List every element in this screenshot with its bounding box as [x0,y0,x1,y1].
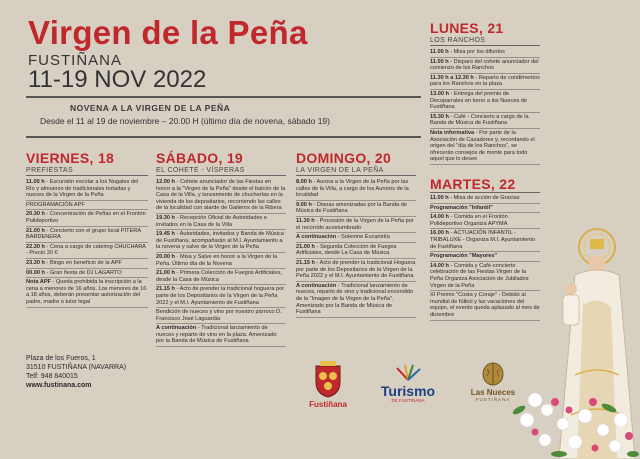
day-sub-viernes: PREFIESTAS [26,166,148,176]
event-item: 21.00 h - Segunda Colección de Fuegos Artificiales, desde La Casa de Música [296,244,416,259]
event-item: 21.00 h - Concierto con el grupo local PITERA BARDENERA [26,228,148,243]
header-rule-bottom [26,136,421,138]
column-martes [430,176,540,322]
day-heading-viernes: VIERNES, 18 [26,150,115,166]
day-sub-lunes: LOS RANCHOS [430,36,540,46]
event-item: Programación "Mayores" [430,253,540,262]
day-heading-martes: MARTES, 22 [430,176,516,192]
column-sabado [156,150,286,348]
event-item: Nota informativa - Por parte de la Asociación de Cazadores y, recordando el origen del "día de los Ranchos", se ofrecerán consejos de monte para todo aquel que lo desee [430,130,540,165]
event-list-lunes [430,49,540,165]
turismo-logo-sub: DE FUSTIÑANA [391,398,425,403]
event-item: 19.30 h - Recepción Oficial de Autoridades e invitados en la Casa de la Villa [156,215,286,230]
event-item: A continuación - Tradicional lanzamiento de nueces, reparto de vino y tradicional encendido de la "Imagen de la Virgen de la Peña". Amenizado por la Banda de Música de Fustiñana [296,283,416,318]
day-sub-sabado: EL COHETE - VÍSPERAS [156,166,286,176]
column-domingo [296,150,416,319]
event-item: 9.00 h - Dianas amenizadas por la Banda de Música de Fustiñana [296,202,416,217]
event-item: 12.00 h - Cohete anunciador de las Fiestas en honor a la "Virgen de la Peña" desde el balcón de la Casa de la Villa, y lanzamiento de chucherías en la vivienda de los depositarios, recorriendo las calles de la localidad con alarde de Gaiteros de la Ribera [156,179,286,214]
event-item: 11.00 h - Misa de acción de Gracias [430,195,540,204]
event-list-domingo [296,179,416,318]
event-list-sabado [156,179,286,347]
header-rule-top [26,96,421,98]
coat-of-arms-icon [308,360,348,398]
event-item: 11.00 h - Misa por los difuntos [430,49,540,58]
ayuntamiento-logo-text: Fustiñana [309,400,347,409]
novena-title: NOVENA A LA VIRGEN DE LA PEÑA [70,103,231,113]
nueces-logo-text: Las Nueces [470,388,516,397]
place-name: FUSTIÑANA [28,52,123,69]
sun-rays-icon [393,364,423,382]
flower-decoration-image [505,380,640,459]
event-item: 21.15 h - Acto de prender la tradicional hoguera por parte de los Depositarios de la Virgen de la Peña 2022 y el M.I. Ayuntamiento de Fustiñana [156,286,286,308]
event-item: 16.00 h - ACTUACIÓN INFANTIL - TRIBALUXE - Organiza M.I. Ayuntamiento de Fustiñana [430,230,540,252]
event-item: 21.15 h - Acto de prender la tradicional Hoguera por parte de los Depositarios de la Virgen de la Peña 2022 y el M.I. Ayuntamiento de Fustiñana [296,260,416,282]
event-item: 21.00 h - Primera Colección de Fuegos Artificiales, desde la Casa de Música [156,270,286,285]
day-heading-domingo: DOMINGO, 20 [296,150,392,166]
event-item: PROGRAMACIÓN APF [26,202,148,211]
event-item: 20.00 h - Misa y Salve en honor a la Virgen de la Peña. Último día de la Novena [156,254,286,269]
event-item: 20.30 h - Concentración de Peñas en el Frontón Polideportivo [26,211,148,226]
child-figure [563,283,579,325]
event-item: XI Premio "Costa y Coraje" - Debido al mundial de fútbol y las vacaciones del equipo, el evento queda aplazado al mes de diciembre [430,292,540,320]
ayuntamiento-logo [298,360,358,409]
event-list-martes [430,192,540,321]
event-item: 19.45 h - Autoridades, invitados y Banda de Música de Fustiñana, acompañarán al M.I. Ayuntamiento a la novena y salve de la Virgen de la Peña [156,231,286,253]
column-lunes [430,20,540,166]
event-item: 11.00 h - Disparo del cohete anunciador del comienzo de los Ranchos [430,59,540,74]
event-list-viernes [26,179,148,308]
novena-text: Desde el 11 al 19 de noviembre – 20.00 H (último día de novena, sábado 19) [40,116,330,126]
event-item: 13.00 h - Entrega del premio de Decoparrales en torno a los Nueces de Fustiñana [430,91,540,113]
contact-phone: Telf: 948 840015 [26,373,78,380]
event-item: 11.00 h - Excursión escolar a los Nogales del Río y almuerzo de tradicionales tortadas y nueces de la Virgen de la Peña [26,179,148,201]
festival-dates: 11-19 NOV 2022 [28,66,207,93]
event-item: 11.30 h a 12.30 h - Reparto de condimentos para los Ranchos en la plaza [430,75,540,90]
event-item: Bendición de nueces y vino por nuestro párroco D. Francisco José Laguardia [156,309,286,324]
event-item: 00.00 h - Gran fiesta de DJ LAGARTO [26,270,148,279]
column-viernes [26,150,148,309]
event-item: Nota APF - Queda prohibida la inscripción a la cena a menores de 16 años. Los menores de 16 a 18 años, deberán presentar autorización del padre, madre o tutor legal [26,279,148,307]
event-item: 8.00 h - Aurora a la Virgen de la Peña por las calles de la Villa, a cargo de los Auroros de la localidad [296,179,416,201]
contact-website[interactable]: www.fustinana.com [26,382,92,389]
event-item: Programación "Infantil" [430,205,540,214]
event-item: A continuación - Solemne Eucaristía [296,234,416,243]
day-sub-domingo: LA VIRGEN DE LA PEÑA [296,166,416,176]
contact-city: 31510 FUSTIÑANA (NAVARRA) [26,364,127,371]
day-heading-sabado: SÁBADO, 19 [156,150,244,166]
event-item: 14.00 h - Comida y Café-concierto celebración de las Fiestas Virgen de la Peña Organiza Asociación de Jubilados Virgen de la Peña [430,263,540,291]
walnut-icon [479,360,507,386]
event-item: 11.30 h - Procesión de la Virgen de la Peña por el recorrido acostumbrado [296,218,416,233]
nueces-logo-sub: FUSTIÑANA [475,397,511,402]
contact-block [26,354,126,390]
day-heading-lunes: LUNES, 21 [430,20,504,36]
poster-title: Virgen de la Peña [28,14,308,51]
event-item: 22.30 h - Cena a cargo de catering CHUCHARA - Precio 20 € [26,244,148,259]
event-item: 14.00 h - Comida en el Frontón Polideportivo Organiza APYMA [430,214,540,229]
turismo-logo-text: Turismo [380,383,436,399]
event-item: 15.30 h - Café - Concierto a cargo de la Banda de Música de Fustiñana [430,114,540,129]
contact-address: Plaza de los Fueros, 1 [26,355,96,362]
event-item: A continuación - Tradicional lanzamiento de nueces y reparto de vino en la plaza. Amenizado por la Banda de Música de Fustiñana [156,325,286,347]
event-item: 23.30 h - Bingo en beneficio de la APF [26,260,148,269]
turismo-logo [374,364,442,403]
